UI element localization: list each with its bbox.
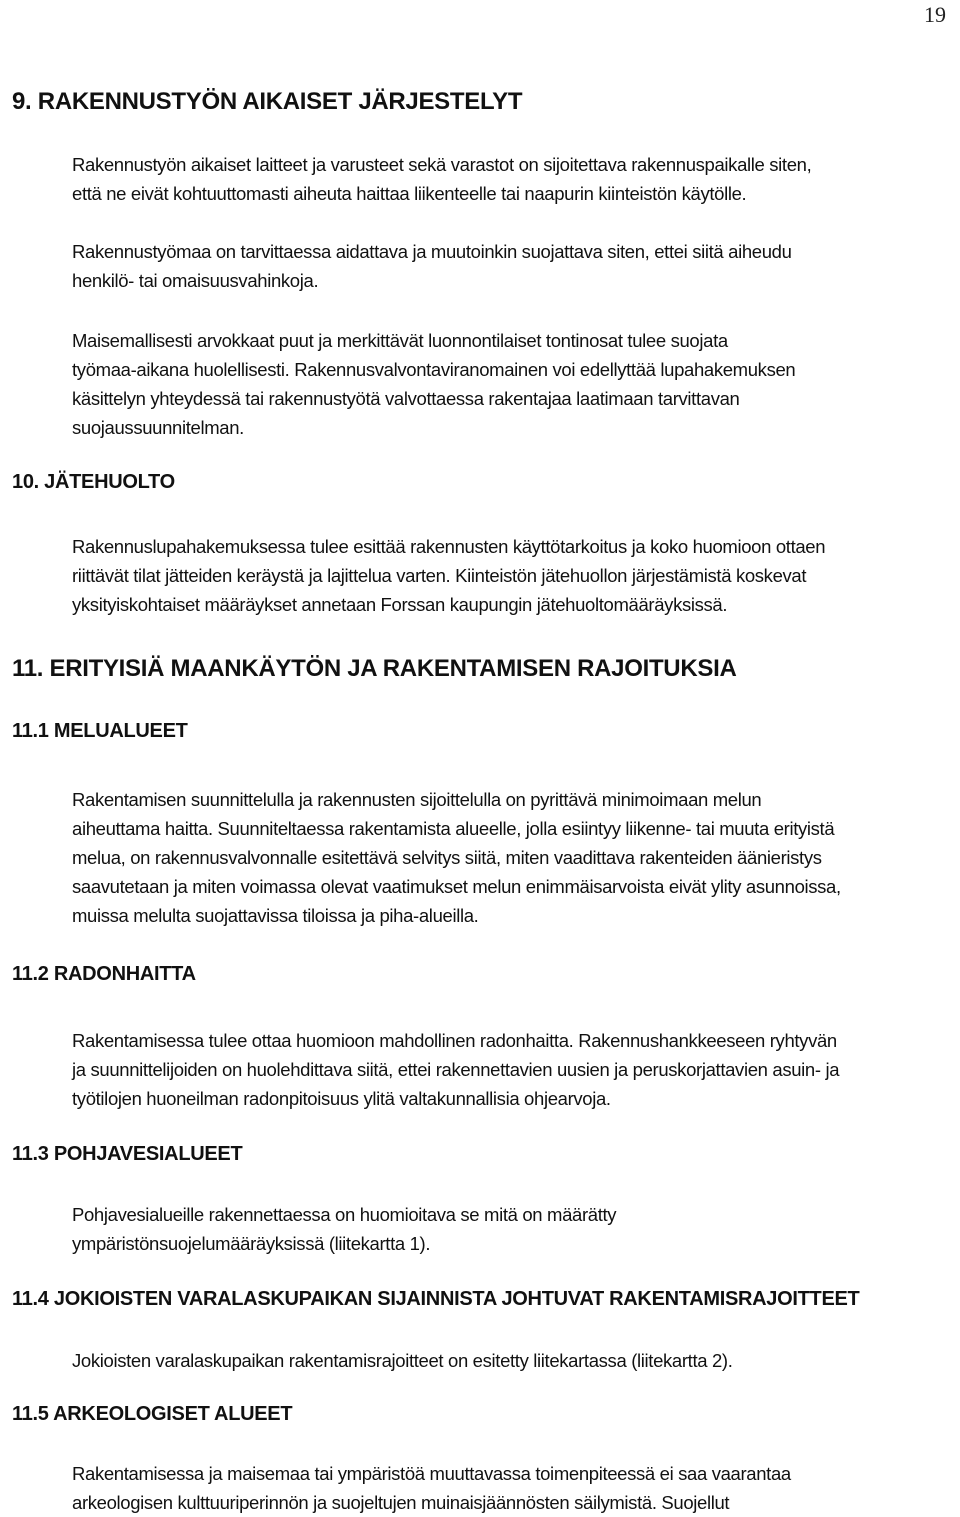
section-9-paragraph-2: Rakennustyömaa on tarvittaessa aidattava ja muutoinkin suojattava siten, ettei siitä aiheudu henkilö- tai omaisuusvahinkoja. xyxy=(72,241,792,291)
section-10-paragraph: Rakennuslupahakemuksessa tulee esittää rakennusten käyttötarkoitus ja koko huomioon ottaen riittävät tilat jätteiden keräystä ja lajittelua varten. Kiinteistön jätehuollon järjestämistä koskevat yksityiskohtaiset määräykset annetaan Forssan kaupungin jätehuoltomääräyksissä. xyxy=(72,536,826,615)
section-9-paragraph-1: Rakennustyön aikaiset laitteet ja varusteet sekä varastot on sijoitettava rakennuspaikalle siten, että ne eivät kohtuuttomasti aiheuta haittaa liikenteelle tai naapurin kiinteistön käytölle. xyxy=(72,154,812,204)
section-11-3-heading: 11.3 POHJAVESIALUEET xyxy=(12,1143,243,1165)
section-11-3-paragraph: Pohjavesialueille rakennettaessa on huomioitava se mitä on määrätty ympäristönsuojelumääräyksissä (liitekartta 1). xyxy=(72,1204,617,1254)
page-number: 19 xyxy=(924,2,946,27)
section-11-4-paragraph: Jokioisten varalaskupaikan rakentamisrajoitteet on esitetty liitekartassa (liitekartta 2). xyxy=(72,1350,733,1371)
section-9-heading: 9. RAKENNUSTYÖN AIKAISET JÄRJESTELYT xyxy=(12,88,523,115)
section-9-paragraph-3: Maisemallisesti arvokkaat puut ja merkittävät luonnontilaiset tontinosat tulee suojata työmaa-aikana huolellisesti. Rakennusvalvontaviranomainen voi edellyttää lupahakemuksen käsittelyn yhteydessä tai rakennustyötä valvottaessa rakentajaa laatimaan tarvittavan suojaussuunnitelman. xyxy=(72,330,796,438)
section-11-1-heading: 11.1 MELUALUEET xyxy=(12,720,188,742)
section-11-5-heading: 11.5 ARKEOLOGISET ALUEET xyxy=(12,1403,293,1425)
section-11-heading: 11. ERITYISIÄ MAANKÄYTÖN JA RAKENTAMISEN RAJOITUKSIA xyxy=(12,655,737,682)
section-11-2-paragraph: Rakentamisessa tulee ottaa huomioon mahdollinen radonhaitta. Rakennushankkeeseen ryhtyvän ja suunnittelijoiden on huolehdittava siitä, ettei rakennettavien uusien ja peruskorjattavien asuin- ja työtilojen huoneilman radonpitoisuus ylitä valtakunnallisia ohjearvoja. xyxy=(72,1030,840,1109)
section-11-4-heading: 11.4 JOKIOISTEN VARALASKUPAIKAN SIJAINNISTA JOHTUVAT RAKENTAMISRAJOITTEET xyxy=(12,1288,860,1310)
section-11-5-paragraph: Rakentamisessa ja maisemaa tai ympäristöä muuttavassa toimenpiteessä ei saa vaarantaa arkeologisen kulttuuriperinnön ja suojeltujen muinaisjäännösten säilymistä. Suojellut xyxy=(72,1463,791,1513)
section-11-1-paragraph: Rakentamisen suunnittelulla ja rakennusten sijoittelulla on pyrittävä minimoimaan melun aiheuttama haitta. Suunniteltaessa rakentamista alueelle, jolla esiintyy liikenne- tai muuta erityistä melua, on rakennusvalvonnalle esitettävä selvitys siitä, miten vaadittava rakenteiden äänieristys saavutetaan ja miten voimassa olevat vaatimukset melun enimmäisarvoista eivät ylity asunnoissa, muissa melulta suojattavissa tiloissa ja piha-alueilla. xyxy=(72,789,841,926)
section-11-2-heading: 11.2 RADONHAITTA xyxy=(12,963,196,985)
section-10-heading: 10. JÄTEHUOLTO xyxy=(12,471,175,493)
